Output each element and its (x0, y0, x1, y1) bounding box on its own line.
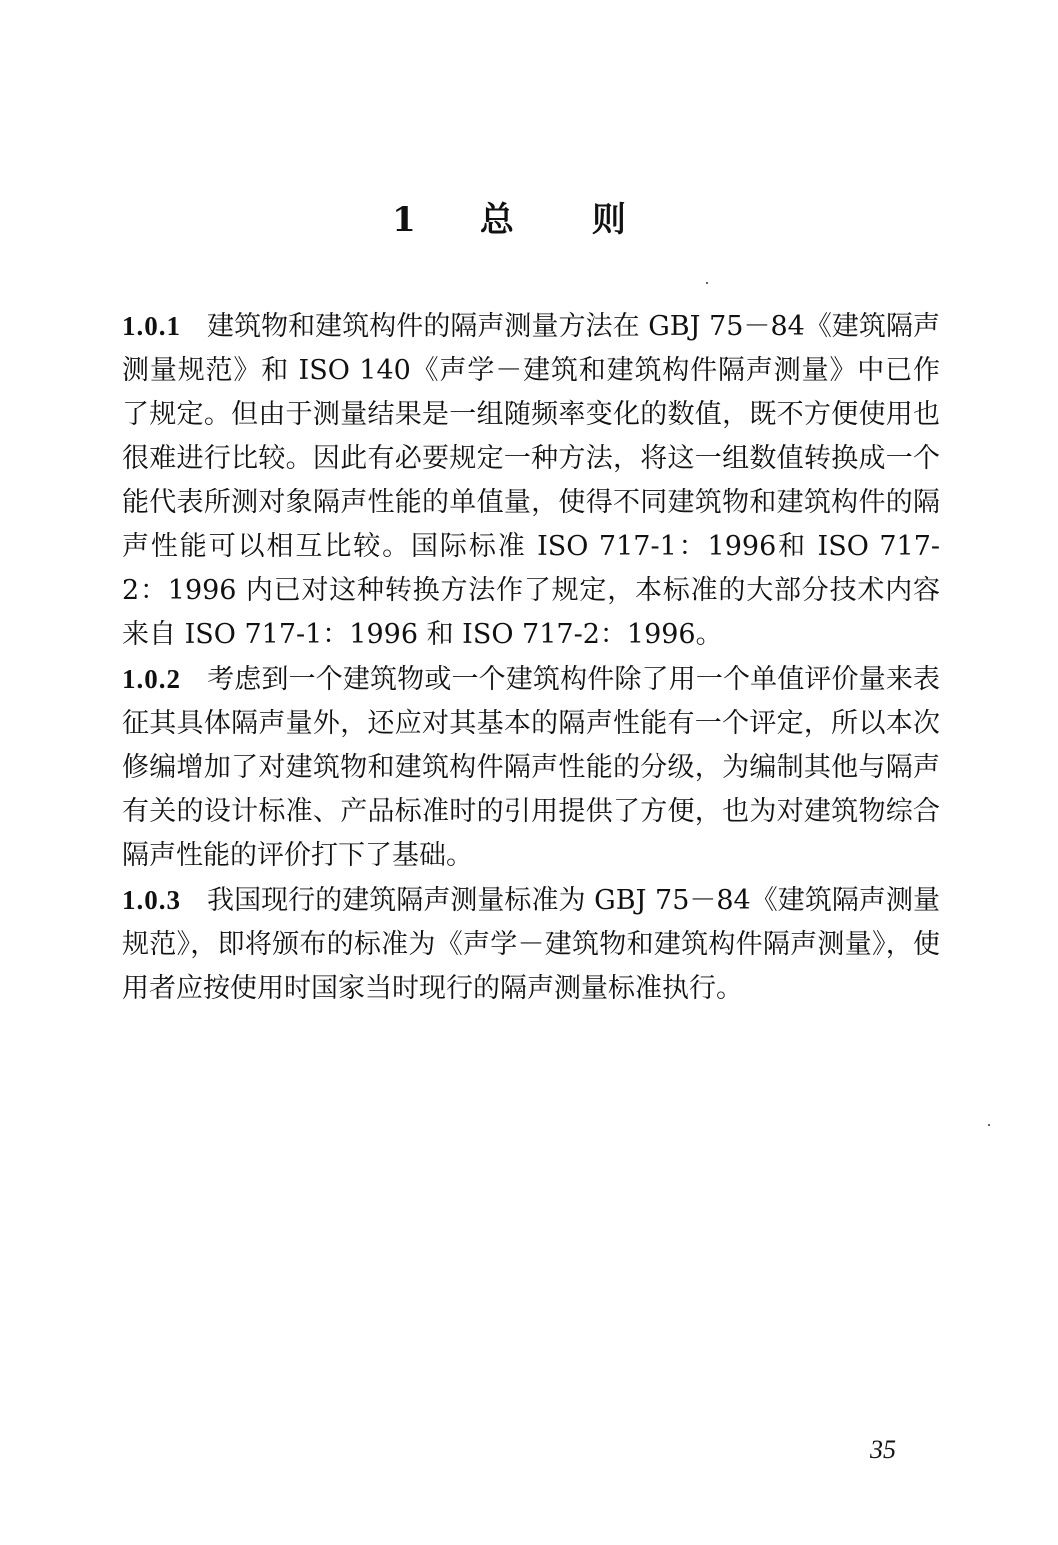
clause-number: 1.0.3 (122, 885, 181, 915)
clause-1-0-3 (122, 878, 940, 1011)
scan-speck (706, 282, 708, 284)
clause-text: 建筑物和建筑构件的隔声测量方法在 GBJ 75－84《建筑隔声测量规范》和 ISO 140《声学－建筑和建筑构件隔声测量》中已作了规定。但由于测量结果是一组随频率变化的数值，既不方便使用也很难进行比较。因此有必要规定一种方法，将这一组数值转换成一个能代表所测对象隔声性能的单值量，使得不同建筑物和建筑构件的隔声性能可以相互比较。国际标准 ISO 717-1：1996和 ISO 717-2：1996 内已对这种转换方法作了规定，本标准的大部分技术内容来自 ISO 717-1：1996 和 ISO 717-2：1996。 (122, 311, 940, 650)
clause-text: 考虑到一个建筑物或一个建筑构件除了用一个单值评价量来表征其具体隔声量外，还应对其基本的隔声性能有一个评定，所以本次修编增加了对建筑物和建筑构件隔声性能的分级，为编制其他与隔声有关的设计标准、产品标准时的引用提供了方便，也为对建筑物综合隔声性能的评价打下了基础。 (122, 664, 940, 871)
chapter-title-word-1: 总 (479, 200, 516, 240)
clause-list (122, 304, 940, 1011)
chapter-title-word-2: 则 (591, 200, 628, 240)
scan-speck (988, 1124, 990, 1126)
chapter-title (0, 192, 1058, 241)
clause-1-0-1 (122, 304, 940, 657)
clause-number: 1.0.2 (122, 664, 181, 694)
page-number: 35 (870, 1435, 896, 1464)
chapter-number: 1 (392, 200, 418, 240)
clause-1-0-2 (122, 657, 940, 878)
clause-number: 1.0.1 (122, 311, 181, 341)
clause-text: 我国现行的建筑隔声测量标准为 GBJ 75－84《建筑隔声测量规范》，即将颁布的标准为《声学－建筑物和建筑构件隔声测量》，使用者应按使用时国家当时现行的隔声测量标准执行。 (122, 885, 940, 1004)
